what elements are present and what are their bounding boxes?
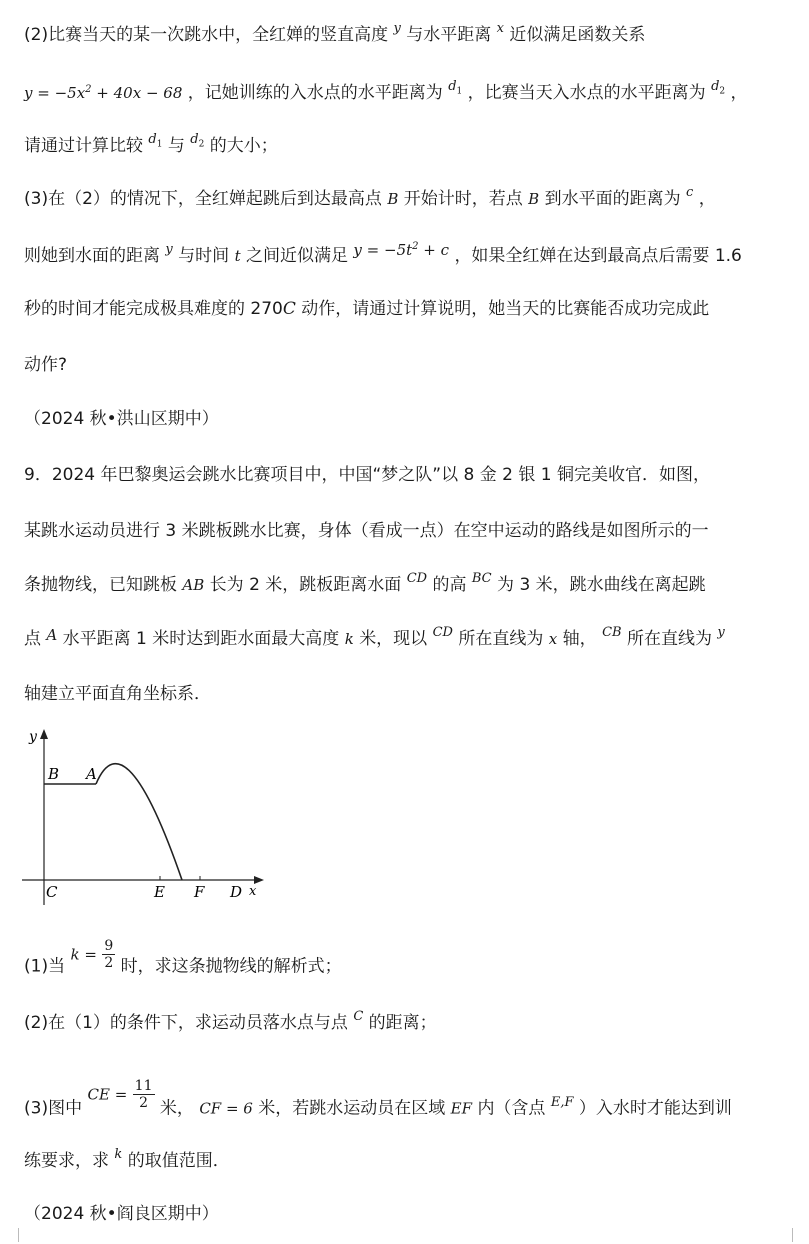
problem-9-question1: [24, 938, 342, 983]
label-y: y: [29, 729, 37, 745]
fraction-numerator: 11: [134, 1078, 153, 1094]
math-var-t: t: [234, 247, 241, 265]
equation-part: y = −5t: [353, 241, 413, 259]
text-segment: 点: [24, 629, 41, 649]
problem-8-part2-line1: [24, 21, 646, 48]
var-letter: d: [148, 132, 157, 147]
fraction-9-over-2: [102, 938, 115, 971]
math-var-y: y: [393, 21, 401, 36]
text-segment: 所在直线为: [458, 629, 544, 649]
text-segment: 与: [167, 136, 185, 156]
text-segment: 开始计时，若点: [403, 189, 523, 209]
problem-8-part3-line4: [24, 354, 67, 376]
label-B: B: [48, 765, 60, 783]
parabola-diagram: [20, 725, 270, 910]
label-E: E: [154, 883, 165, 901]
equation-CF: CF = 6: [199, 1099, 253, 1118]
problem-8-part3-line3: [24, 298, 709, 320]
text-segment: 水平距离 1 米时达到距水面最大高度: [62, 629, 340, 649]
text-segment: 内（含点: [477, 1098, 546, 1119]
text-segment: 的大小；: [209, 136, 278, 156]
label-F: F: [194, 883, 205, 901]
math-var-d1: [448, 79, 463, 97]
text-segment: 与时间: [178, 246, 230, 266]
equation-quadratic-t: [353, 241, 449, 259]
text-segment: 某跳水运动员进行 3 米跳板跳水比赛，身体（看成一点）在空中运动的路线是如图所示的一: [24, 521, 709, 541]
text-segment: 则她到水面的距离: [24, 246, 160, 266]
source-note: [24, 1203, 219, 1225]
math-segment-CD: CD: [406, 571, 428, 586]
label-C: C: [46, 883, 58, 901]
math-var-y: y: [717, 625, 725, 640]
text-segment: 之间近似满足: [246, 246, 349, 266]
fraction-11-over-2: [133, 1078, 155, 1111]
page-corner-mark: [8, 1228, 19, 1242]
fraction-denominator: 2: [139, 1095, 149, 1111]
math-var-x: x: [496, 21, 505, 36]
math-var-x: x: [548, 630, 558, 648]
label-D: D: [230, 883, 243, 901]
text-segment: 近似满足函数关系: [509, 25, 646, 45]
var-letter: d: [190, 132, 199, 147]
math-point-B: B: [387, 190, 399, 208]
problem-9-question3-cont: [24, 1147, 230, 1174]
var-subscript: 1: [456, 86, 463, 97]
problem-8-part3-line2: [24, 242, 742, 269]
problem-9-line1: [24, 464, 710, 486]
problem-8-part3-line1: [24, 185, 716, 212]
var-subscript: 2: [198, 139, 205, 150]
text-segment: ，: [730, 83, 748, 103]
y-axis-arrow: [40, 729, 48, 739]
label-x: x: [249, 884, 257, 899]
text-segment: 练要求，求: [24, 1151, 109, 1171]
text-segment: （2024 秋•洪山区期中）: [24, 409, 219, 429]
text-segment: 米，: [159, 1098, 194, 1119]
math-segment-CB: CB: [602, 625, 622, 640]
math-var-k: k: [114, 1147, 123, 1162]
source-note: [24, 408, 219, 430]
equation-CE: [88, 1078, 155, 1111]
fraction-denominator: 2: [104, 955, 114, 971]
text-segment: 请通过计算比较: [24, 136, 143, 156]
problem-9-line3: [24, 571, 706, 598]
equation-k-value: [71, 938, 116, 971]
text-segment: (2)在（1）的条件下，求运动员落水点与点: [24, 1013, 348, 1033]
math-point-A: A: [46, 626, 58, 644]
text-segment: 秒的时间才能完成极具难度的 270: [24, 299, 283, 319]
math-var-d1: [148, 132, 163, 150]
math-var-d2: [190, 132, 205, 150]
problem-9-line4: [24, 625, 725, 652]
math-segment-EF: EF: [450, 1099, 473, 1118]
equation-exponent: 2: [85, 84, 92, 95]
text-segment: ，如果全红婵在达到最高点后需要 1.6: [454, 246, 742, 266]
problem-9-line2: [24, 520, 709, 542]
var-letter: d: [448, 79, 457, 94]
parabola-trajectory: [96, 764, 182, 880]
text-segment: 米，若跳水运动员在区域: [258, 1098, 446, 1119]
math-unit-C: C: [282, 299, 296, 319]
math-var-k: k: [344, 630, 354, 648]
text-segment: ，记她训练的入水点的水平距离为: [187, 83, 443, 103]
problem-8-part2-line2: [24, 79, 748, 111]
text-segment: (3)图中: [24, 1098, 83, 1119]
text-segment: 到水平面的距离为: [544, 189, 681, 209]
equation-quadratic-x: [24, 84, 182, 102]
text-segment: (2)比赛当天的某一次跳水中，全红婵的竖直高度: [24, 25, 389, 45]
text-segment: 所在直线为: [626, 629, 712, 649]
text-segment: 轴，: [562, 629, 597, 649]
math-points-EF: E,F: [550, 1094, 574, 1110]
text-segment: 9．2024 年巴黎奥运会跳水比赛项目中，中国“梦之队”以 8 金 2 银 1 铜完美收官．如图，: [24, 465, 710, 485]
math-var-c: c: [686, 185, 694, 200]
equation-part: + 40x − 68: [91, 84, 183, 102]
page-corner-mark: [792, 1228, 803, 1242]
equation-part: y = −5x: [24, 84, 86, 102]
text-segment: 动作?: [24, 355, 68, 375]
math-var-y: y: [165, 242, 173, 257]
x-axis-arrow: [254, 876, 264, 884]
text-segment: 动作，请通过计算说明，她当天的比赛能否成功完成此: [301, 299, 710, 319]
text-segment: 的取值范围．: [127, 1151, 230, 1171]
equation-exponent: 2: [412, 241, 419, 252]
text-segment: 为 3 米，跳水曲线在离起跳: [497, 575, 706, 595]
text-segment: 米，现以: [359, 629, 428, 649]
text-segment: 时，求这条抛物线的解析式；: [120, 956, 342, 977]
math-segment-BC: BC: [471, 571, 492, 586]
text-segment: 与水平距离: [406, 25, 492, 45]
equation-lhs: CE =: [87, 1085, 128, 1104]
text-segment: ，比赛当天入水点的水平距离为: [467, 83, 706, 103]
var-subscript: 1: [156, 139, 163, 150]
var-letter: d: [711, 79, 720, 94]
fraction-numerator: 9: [104, 938, 114, 954]
text-segment: 的高: [432, 575, 467, 595]
text-segment: 条抛物线，已知跳板: [24, 575, 177, 595]
text-segment: (1)当: [24, 956, 66, 977]
text-segment: ，: [698, 189, 716, 209]
problem-9-question3: [24, 1078, 732, 1125]
text-segment: ）入水时才能达到训: [578, 1098, 732, 1119]
math-point-C: C: [353, 1009, 364, 1024]
text-segment: （2024 秋•阎良区期中）: [24, 1204, 219, 1224]
math-point-B: B: [528, 190, 540, 208]
equation-part: + c: [418, 241, 450, 259]
math-segment-CD: CD: [432, 625, 453, 640]
equation-lhs: k =: [70, 945, 97, 964]
problem-8-part2-line3: [24, 132, 278, 164]
problem-9-question2: [24, 1009, 437, 1036]
var-subscript: 2: [719, 86, 726, 97]
label-A: A: [86, 765, 97, 783]
math-segment-AB: AB: [182, 576, 205, 594]
text-segment: 长为 2 米，跳板距离水面: [209, 575, 402, 595]
text-segment: 的距离；: [368, 1013, 437, 1033]
math-var-d2: [711, 79, 726, 97]
text-segment: (3)在（2）的情况下，全红婵起跳后到达最高点: [24, 189, 382, 209]
text-segment: 轴建立平面直角坐标系．: [24, 684, 211, 704]
problem-9-line5: [24, 683, 211, 705]
